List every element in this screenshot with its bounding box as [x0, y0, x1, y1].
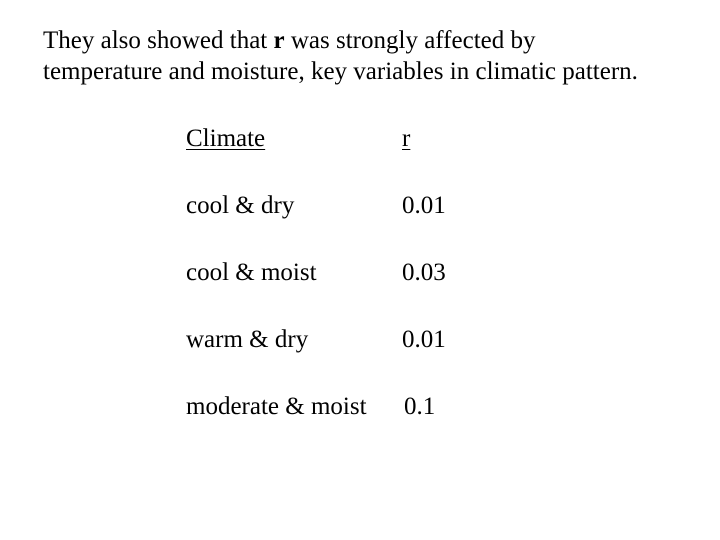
header-climate: Climate [186, 125, 266, 152]
r-value-cell: 0.1 [404, 393, 436, 420]
intro-r-variable: r [273, 27, 285, 54]
r-value-cell: 0.01 [402, 192, 446, 219]
intro-line-2: temperature and moisture, key variables in climatic pattern. [43, 58, 638, 85]
intro-line-1 [43, 25, 713, 56]
intro-line-1-before: They also showed that [43, 27, 274, 54]
header-r: r [402, 125, 411, 152]
climate-cell: warm & dry [186, 326, 309, 353]
climate-cell: cool & dry [186, 192, 295, 219]
intro-paragraph [43, 25, 713, 87]
climate-cell: cool & moist [186, 259, 317, 286]
climate-cell: moderate & moist [186, 393, 367, 420]
r-value-cell: 0.03 [402, 259, 446, 286]
intro-line-1-after: was strongly affected by [284, 27, 536, 54]
r-value-cell: 0.01 [402, 326, 446, 353]
